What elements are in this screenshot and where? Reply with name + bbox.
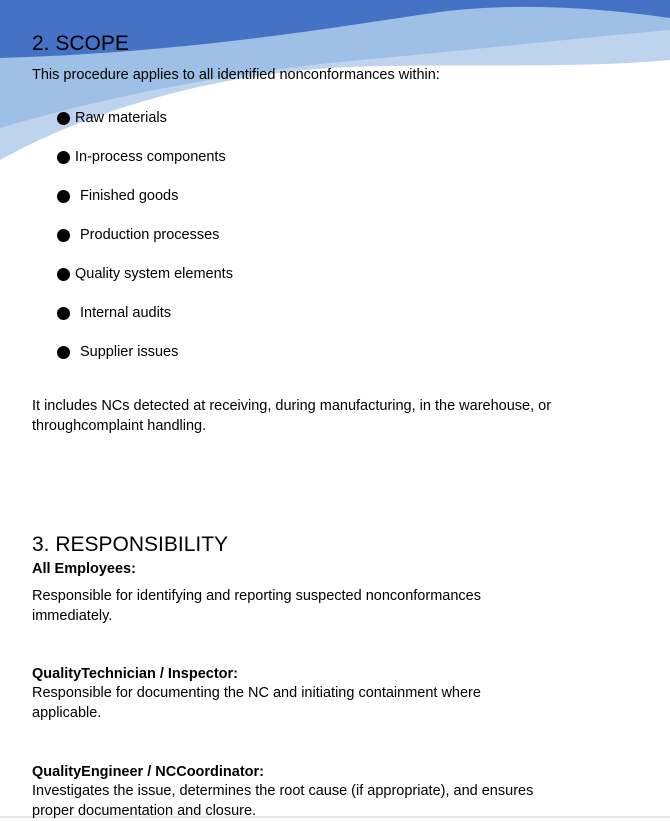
list-item: Raw materials xyxy=(57,109,233,148)
role-description-all-employees: Responsible for identifying and reporting suspected nonconformances immediately. xyxy=(32,588,481,624)
list-item: Finished goods xyxy=(57,187,233,226)
role-description-quality-engineer: Investigates the issue, determines the root cause (if appropriate), and ensures proper documentation and closure. xyxy=(32,783,534,819)
role-title-quality-technician: QualityTechnician / Inspector: xyxy=(32,666,238,682)
responsibility-heading: 3. RESPONSIBILITY xyxy=(32,533,229,556)
list-item: Quality system elements xyxy=(57,265,233,304)
bullet-icon xyxy=(57,190,70,203)
bullet-icon xyxy=(57,151,70,164)
list-item: Production processes xyxy=(57,226,233,265)
scope-intro: This procedure applies to all identified nonconformances within: xyxy=(32,67,440,83)
bullet-icon xyxy=(57,346,70,359)
role-title-quality-engineer: QualityEngineer / NCCoordinator: xyxy=(32,764,265,780)
bullet-icon xyxy=(57,112,70,125)
scope-heading: 2. SCOPE xyxy=(32,32,129,55)
list-item: Internal audits xyxy=(57,304,233,343)
bullet-icon xyxy=(57,229,70,242)
bullet-icon xyxy=(57,307,70,320)
list-item: In-process components xyxy=(57,148,233,187)
scope-detection-text: It includes NCs detected at receiving, during manufacturing, in the warehouse, or throughcomplaint handling. xyxy=(32,398,552,434)
bullet-icon xyxy=(57,268,70,281)
scope-list xyxy=(57,109,233,382)
role-title-all-employees: All Employees: xyxy=(32,561,136,577)
role-description-quality-technician: Responsible for documenting the NC and initiating containment where applicable. xyxy=(32,685,481,721)
list-item: Supplier issues xyxy=(57,343,233,382)
